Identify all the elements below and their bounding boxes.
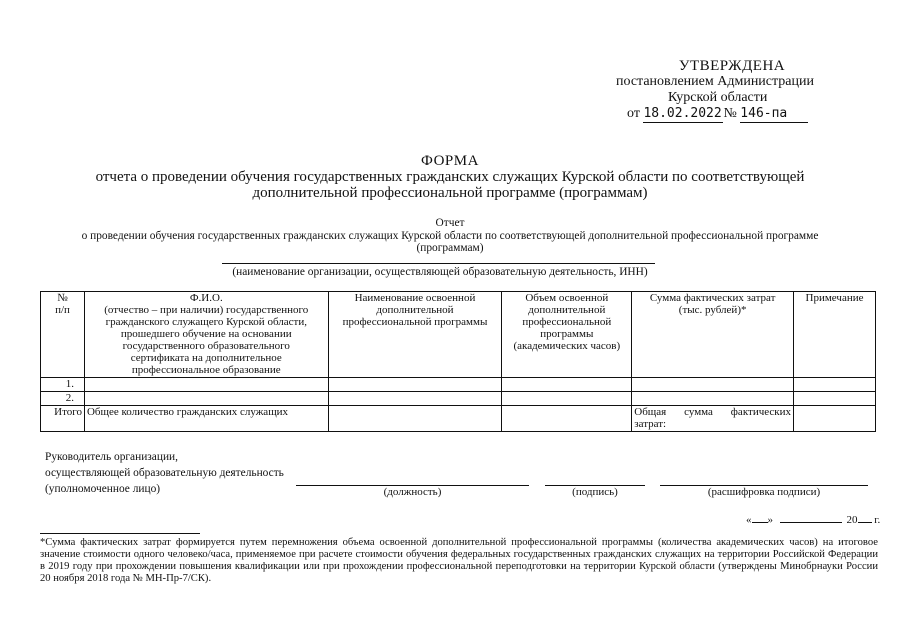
approval-block [600, 58, 840, 123]
signature-line2: осуществляющей образовательную деятельность [45, 467, 284, 479]
header-note: Примечание [794, 292, 876, 378]
approval-date-line [600, 106, 840, 123]
report-title: Отчет [435, 217, 465, 229]
org-name-line [222, 263, 655, 264]
report-line1: о проведении обучения государственных гражданских служащих Курской области по соответствующей дополнительной профессиональной программе [81, 229, 819, 242]
form-subtitle-line1: отчета о проведении обучения государственных гражданских служащих Курской области по соответствующей [95, 169, 805, 185]
decode-field [660, 485, 868, 498]
approval-line1: постановлением Администрации [616, 74, 814, 89]
position-caption: (должность) [383, 486, 442, 498]
table-row [41, 392, 876, 406]
header-volume: Объем освоенной дополнительной профессиональной программы (академических часов) [502, 292, 632, 378]
approval-number: 146-па [740, 106, 808, 123]
table-total-row [41, 406, 876, 432]
total-count-text: Общее количество гражданских служащих [84, 406, 328, 432]
signature-date: « » 20 г. [746, 514, 881, 526]
report-heading [40, 217, 860, 255]
footnote: *Сумма фактических затрат формируется путем перемножения объема освоенной дополнительной профессиональной программы (количества академических часов) на итоговое значение стоимости одного человеко/часа, применяемое при расчете стоимости обучения федеральных государственных гражданских служащих на территории Российской Федерации в 2019 году при прохождении повышения квалификации или при прохождении профессиональной переподготовки на территории Курской области (утверждены Минобрнауки России 20 ноября 2018 года № МН-Пр-7/СК). [40, 537, 878, 584]
approval-title: УТВЕРЖДЕНА [678, 58, 786, 74]
header-program: Наименование освоенной дополнительной профессиональной программы [328, 292, 502, 378]
header-sum: Сумма фактических затрат (тыс. рублей)* [632, 292, 794, 378]
sign-caption: (подпись) [572, 486, 618, 498]
report-table [40, 291, 876, 432]
position-field [296, 485, 529, 498]
form-subtitle-line2: дополнительной профессиональной программе (программам) [252, 185, 648, 201]
sign-field [545, 485, 645, 498]
footnote-separator [40, 533, 200, 534]
org-caption: (наименование организации, осуществляющей образовательную деятельность, ИНН) [232, 266, 648, 278]
report-line2: (программам) [416, 242, 484, 254]
table-row [41, 378, 876, 392]
date-prefix: от [627, 106, 640, 121]
approval-date: 18.02.2022 [643, 106, 722, 121]
form-heading [60, 153, 840, 201]
total-sum-text: Общая сумма фактических затрат: [632, 406, 794, 432]
header-fio: Ф.И.О. (отчество – при наличии) государственного гражданского служащего Курской области, прошедшего обучение на основании государственного образовательного сертификата на дополнительное профессиональное образование [84, 292, 328, 378]
total-label: Итого [41, 406, 85, 432]
table-header-row [41, 292, 876, 378]
form-title: ФОРМА [421, 153, 479, 169]
signature-line1: Руководитель организации, [45, 451, 178, 463]
row-num: 1. [41, 378, 85, 392]
decode-caption: (расшифровка подписи) [707, 486, 821, 498]
approval-line2: Курской области [668, 90, 768, 105]
signature-line3: (уполномоченное лицо) [45, 483, 161, 495]
row-num: 2. [41, 392, 85, 406]
number-prefix: № [723, 106, 737, 121]
header-num: № п/п [41, 292, 85, 378]
